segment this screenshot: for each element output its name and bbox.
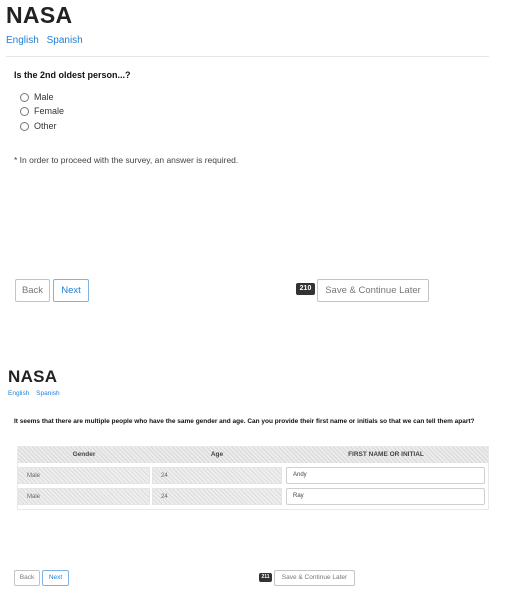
page-number-badge: 211 [259, 573, 272, 582]
radio-label: Female [34, 106, 65, 116]
brand-title: NASA [6, 2, 73, 28]
table-cell-gender: Male [18, 467, 150, 484]
brand-title: NASA [8, 367, 58, 386]
radio-circle-icon[interactable] [20, 93, 29, 102]
names-table [17, 446, 489, 510]
radio-option-male[interactable] [20, 92, 54, 102]
column-header-name: FIRST NAME OR INITIAL [348, 451, 424, 458]
question-text: It seems that there are multiple people who have the same gender and age. Can you provide their first name or initials so that we can tell them apart? [14, 418, 475, 425]
radio-option-other[interactable] [20, 121, 57, 131]
table-header-row [18, 447, 488, 463]
table-cell-age: 24 [152, 488, 282, 505]
table-cell-gender: Male [18, 488, 150, 505]
radio-label: Male [34, 92, 54, 102]
back-button[interactable]: Back [14, 570, 40, 586]
question-text: Is the 2nd oldest person...? [14, 70, 131, 80]
save-continue-later-button[interactable]: Save & Continue Later [317, 279, 429, 302]
language-link-english[interactable]: English [6, 35, 39, 46]
next-button[interactable]: Next [42, 570, 69, 586]
first-name-input[interactable]: Andy [286, 467, 485, 484]
language-link-english[interactable]: English [8, 390, 30, 397]
save-continue-later-button[interactable]: Save & Continue Later [274, 570, 355, 586]
survey-screen-disambiguate [0, 362, 505, 594]
language-link-spanish[interactable]: Spanish [46, 35, 83, 46]
next-button[interactable]: Next [53, 279, 89, 302]
column-header-gender: Gender [72, 451, 96, 458]
back-button[interactable]: Back [15, 279, 50, 302]
header-divider [6, 56, 489, 57]
language-switcher [8, 390, 65, 397]
radio-option-female[interactable] [20, 106, 64, 116]
column-header-age: Age [210, 451, 224, 458]
first-name-input[interactable]: Ray [286, 488, 485, 505]
language-link-spanish[interactable]: Spanish [36, 390, 60, 397]
page-number-badge: 210 [296, 283, 315, 295]
required-answer-note: * In order to proceed with the survey, an answer is required. [14, 155, 239, 165]
radio-circle-icon[interactable] [20, 122, 29, 131]
radio-label: Other [34, 121, 57, 131]
language-switcher [6, 35, 88, 46]
radio-circle-icon[interactable] [20, 107, 29, 116]
table-cell-age: 24 [152, 467, 282, 484]
